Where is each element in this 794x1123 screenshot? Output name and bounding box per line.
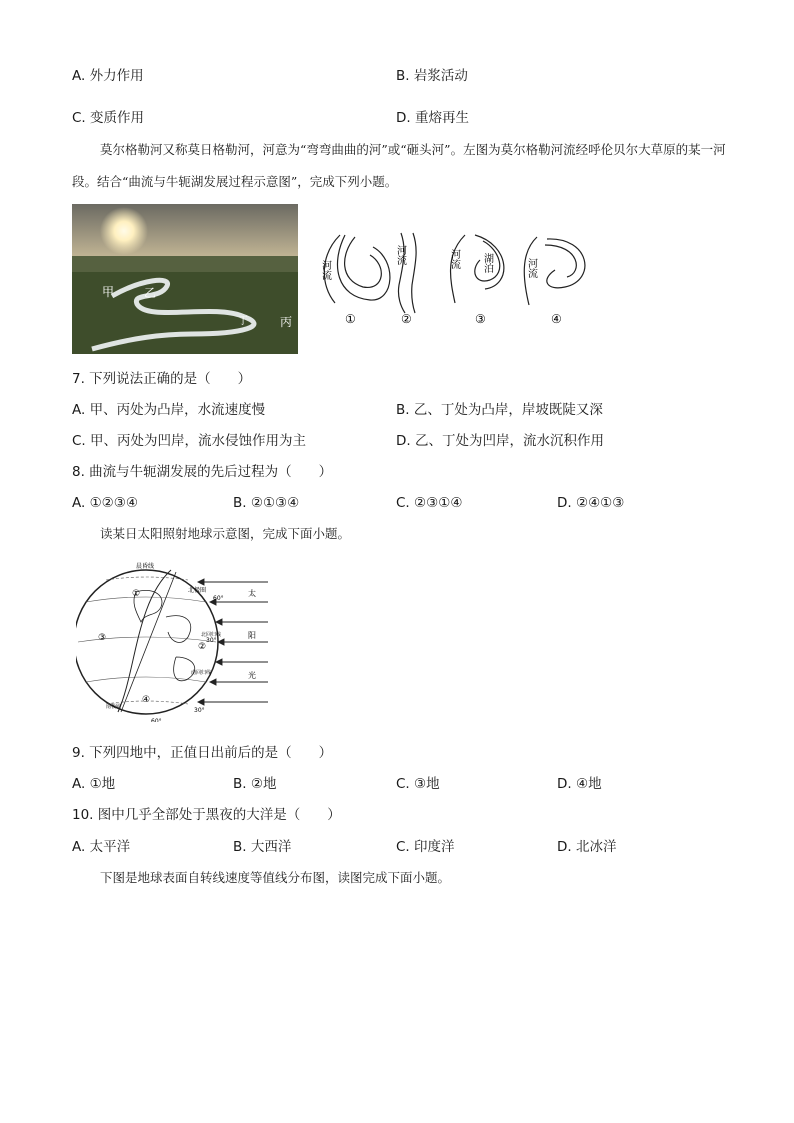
q8-option-c: C. ②③①④ — [396, 495, 463, 511]
lake-label: 湖泊 — [481, 253, 493, 273]
intro-paragraph-rotation: 下图是地球表面自转线速度等值线分布图，读图完成下面小题。 — [100, 870, 451, 885]
q7-option-a: A. 甲、丙处为凸岸，水流速度慢 — [72, 402, 266, 418]
q10-option-c: C. 印度洋 — [396, 839, 455, 855]
label-bing: 丙 — [280, 315, 293, 329]
q9-option-a: A. ①地 — [72, 776, 116, 792]
q9-option-d: D. ④地 — [557, 776, 602, 792]
river-label-3: 河流 — [448, 249, 460, 269]
globe-mark-1: ① — [132, 589, 141, 599]
q7-option-b: B. 乙、丁处为凸岸，岸坡既陡又深 — [396, 402, 603, 418]
globe-mark-4: ④ — [142, 695, 151, 705]
q8-stem: 8. 曲流与牛轭湖发展的先后过程为（ ） — [72, 464, 333, 480]
label-jia: 甲 — [102, 285, 115, 299]
label-sun-2: 阳 — [248, 631, 256, 640]
meander-diagram — [315, 225, 605, 329]
q8-option-b: B. ②①③④ — [233, 495, 300, 511]
q7-stem: 7. 下列说法正确的是（ ） — [72, 371, 252, 387]
label-yi: 乙 — [144, 286, 157, 300]
diagram-num-4: ④ — [551, 312, 562, 326]
river-label-4: 河流 — [525, 258, 537, 278]
q10-option-d: D. 北冰洋 — [557, 839, 617, 855]
label-tropic-s: 南回归线 — [191, 670, 212, 676]
label-sun-1: 太 — [248, 589, 256, 598]
q10-stem: 10. 图中几乎全部处于黑夜的大洋是（ ） — [72, 807, 341, 823]
diagram-num-1: ① — [345, 312, 356, 326]
river-photo — [72, 204, 298, 354]
q10-option-b: B. 大西洋 — [233, 839, 292, 855]
label-arctic: 北极圈 — [188, 587, 207, 594]
option-c-prev: C. 变质作用 — [72, 110, 145, 126]
option-a-prev: A. 外力作用 — [72, 68, 144, 84]
q9-stem: 9. 下列四地中，正值日出前后的是（ ） — [72, 745, 333, 761]
intro-paragraph-river: 莫尔格勒河又称莫日格勒河，河意为“弯弯曲曲的河”或“砸头河”。左图为莫尔格勒河流经呼伦贝尔大草原的某一河段。结合“曲流与牛轭湖发展过程示意图”，完成下列小题。 — [72, 142, 726, 189]
river-label-1: 河流 — [319, 260, 331, 280]
river-label-2: 河流 — [394, 245, 406, 265]
diagram-num-3: ③ — [475, 312, 486, 326]
q9-option-b: B. ②地 — [233, 776, 277, 792]
label-lat30n: 30° — [206, 637, 217, 644]
label-lat30s: 30° — [194, 707, 205, 714]
q10-option-a: A. 太平洋 — [72, 839, 131, 855]
intro-paragraph-globe: 读某日太阳照射地球示意图，完成下面小题。 — [100, 526, 351, 541]
option-b-prev: B. 岩浆活动 — [396, 68, 468, 84]
diagram-num-2: ② — [401, 312, 412, 326]
label-terminator: 晨昏线 — [136, 563, 155, 570]
globe-mark-3: ③ — [98, 633, 107, 643]
label-lat60n: 60° — [213, 595, 224, 602]
label-lat60s: 60° — [151, 718, 162, 722]
q7-option-d: D. 乙、丁处为凹岸，流水沉积作用 — [396, 433, 604, 449]
globe-diagram — [76, 562, 276, 722]
q9-option-c: C. ③地 — [396, 776, 440, 792]
q7-option-c: C. 甲、丙处为凹岸，流水侵蚀作用为主 — [72, 433, 307, 449]
q8-option-d: D. ②④①③ — [557, 495, 625, 511]
label-ding: 丁 — [238, 316, 248, 327]
q8-option-a: A. ①②③④ — [72, 495, 138, 511]
globe-mark-2: ② — [198, 642, 207, 652]
label-sun-3: 光 — [248, 671, 256, 680]
option-d-prev: D. 重熔再生 — [396, 110, 469, 126]
label-tropic-n: 北回归线 — [201, 632, 222, 638]
label-antarctic: 南极圈 — [106, 704, 122, 710]
